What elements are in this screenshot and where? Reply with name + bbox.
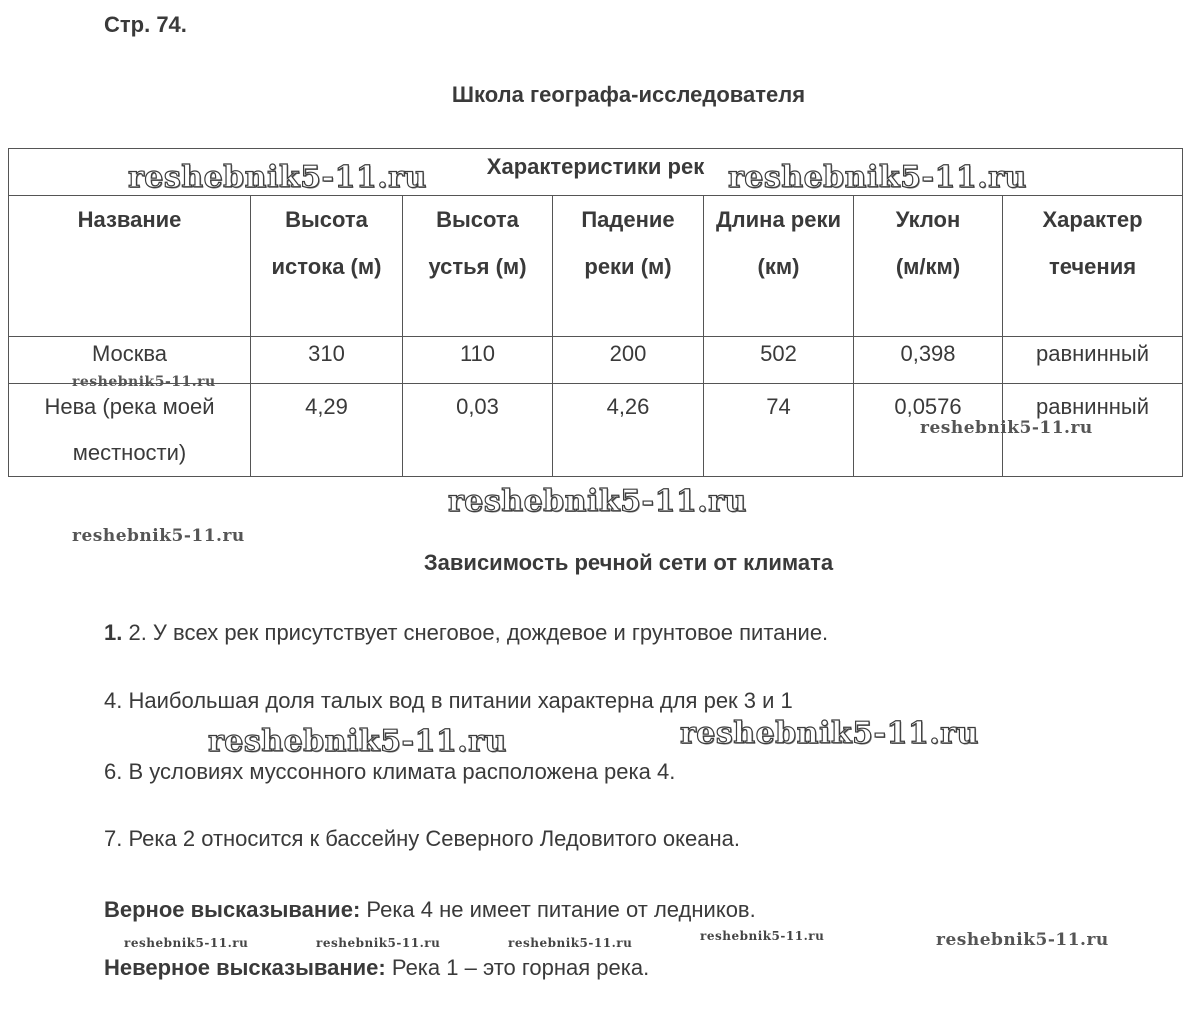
false-statement-label: Неверное высказывание: [104,955,386,980]
answer-text: 4. Наибольшая доля талых вод в питании характерна для рек 3 и 1 [104,688,793,713]
column-header-length: Длина реки (км) [704,196,854,337]
column-header-name: Название [9,196,251,337]
table-cell: 0,0576 [854,384,1003,477]
watermark: reshebnik5-11.ru [936,930,1109,950]
answer-text: 7. Река 2 относится к бассейну Северного Ледовитого океана. [104,826,740,851]
table-cell: 0,398 [854,337,1003,384]
table-cell: 502 [704,337,854,384]
answer-line-7 [104,826,740,852]
false-statement [104,955,649,981]
table-cell: 0,03 [403,384,553,477]
column-header-source-height: Высота истока (м) [251,196,403,337]
answer-line-6 [104,759,675,785]
table-cell: 4,26 [553,384,704,477]
watermark: reshebnik5-11.ru [124,936,249,950]
column-header-slope: Уклон (м/км) [854,196,1003,337]
watermark: reshebnik5-11.ru [128,160,427,195]
table-cell: 110 [403,337,553,384]
watermark: reshebnik5-11.ru [680,716,979,751]
column-header-fall: Падение реки (м) [553,196,704,337]
column-header-mouth-height: Высота устья (м) [403,196,553,337]
table-cell: 74 [704,384,854,477]
answer-text: 6. В условиях муссонного климата расположена река 4. [104,759,676,784]
watermark: reshebnik5-11.ru [728,160,1027,195]
table-cell: 4,29 [251,384,403,477]
watermark: reshebnik5-11.ru [508,936,633,950]
watermark: reshebnik5-11.ru [448,484,747,519]
watermark: reshebnik5-11.ru [72,526,245,546]
column-header-flow-type: Характер течения [1003,196,1183,337]
watermark: reshebnik5-11.ru [700,929,825,943]
watermark: reshebnik5-11.ru [316,936,441,950]
table-cell: равнинный [1003,337,1183,384]
table-cell: 310 [251,337,403,384]
table-cell: Москва [9,337,251,384]
answer-line-1 [104,620,828,646]
watermark: reshebnik5-11.ru [72,374,216,390]
false-statement-text: Река 1 – это горная река. [385,955,650,980]
section-title-school: Школа географа-исследователя [451,82,806,107]
true-statement-label: Верное высказывание: [104,897,361,922]
answer-line-4 [104,688,793,714]
answer-text: 2. У всех рек присутствует снеговое, дождевое и грунтовое питание. [122,620,829,645]
table-cell: 200 [553,337,704,384]
answer-number: 1. [104,620,123,645]
true-statement [104,897,756,923]
table-cell: равнинный [1003,384,1183,477]
page-number: Стр. 74. [104,12,187,37]
table-caption: Характеристики рек [9,149,1183,196]
section-title-climate: Зависимость речной сети от климата [423,550,834,575]
watermark: reshebnik5-11.ru [920,418,1093,438]
true-statement-text: Река 4 не имеет питание от ледников. [360,897,756,922]
table-cell: Нева (река моей местности) [9,384,251,477]
watermark: reshebnik5-11.ru [208,724,507,759]
